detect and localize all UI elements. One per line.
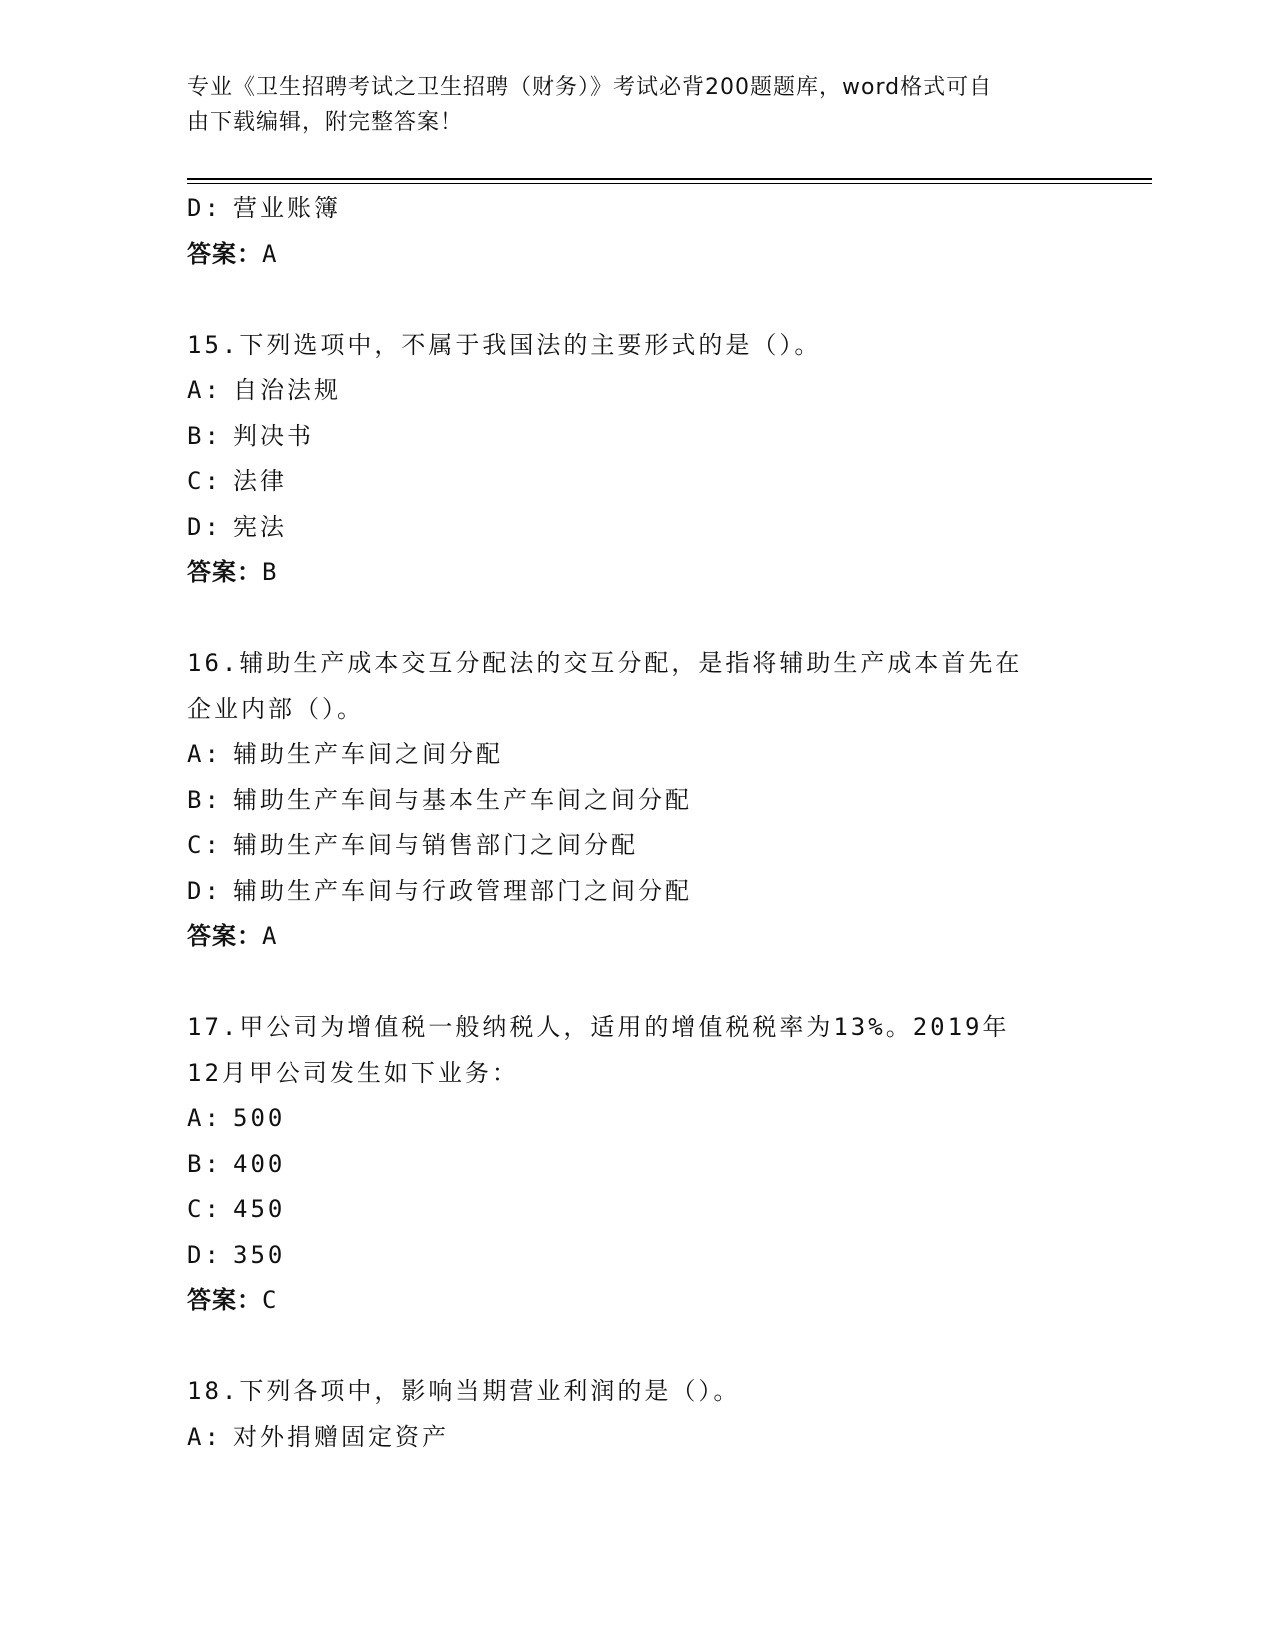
option-text: 400 xyxy=(233,1149,286,1178)
question-stem: 16.辅助生产成本交互分配法的交互分配，是指将辅助生产成本首先在 xyxy=(187,649,1023,677)
option-text: 辅助生产车间与基本生产车间之间分配 xyxy=(233,785,692,814)
option-label: B: xyxy=(187,421,222,450)
answer-line xyxy=(187,914,1152,960)
spacer xyxy=(187,277,1152,323)
option-line xyxy=(187,1142,1152,1188)
header-rule-thin xyxy=(187,183,1152,184)
option-text: 营业账簿 xyxy=(233,194,341,222)
answer-value: A xyxy=(262,239,278,268)
option-label: C: xyxy=(187,467,222,495)
option-label: B: xyxy=(187,1149,222,1178)
option-text: 自治法规 xyxy=(233,376,341,404)
option-label: C: xyxy=(187,831,222,859)
option-line xyxy=(187,778,1152,824)
question-stem: 15.下列选项中，不属于我国法的主要形式的是（）。 xyxy=(187,330,822,359)
option-text: 辅助生产车间与行政管理部门之间分配 xyxy=(233,876,692,905)
option-label: D: xyxy=(187,1240,222,1269)
answer-value: C xyxy=(262,1286,278,1314)
answer-line xyxy=(187,550,1152,596)
answer-label: 答案： xyxy=(187,239,262,268)
option-label: B: xyxy=(187,785,222,814)
question-stem-continued: 12月甲公司发生如下业务： xyxy=(187,1058,519,1087)
question-stem: 17.甲公司为增值税一般纳税人，适用的增值税税率为13%。2019年 xyxy=(187,1013,1010,1041)
option-label: A: xyxy=(187,740,222,768)
option-text: 350 xyxy=(233,1240,286,1269)
option-line xyxy=(187,1415,1152,1461)
question-stem-continued: 企业内部（）。 xyxy=(187,694,364,723)
option-line xyxy=(187,505,1152,551)
spacer xyxy=(187,960,1152,1006)
option-line xyxy=(187,186,1152,232)
question-stem: 18.下列各项中，影响当期营业利润的是（）。 xyxy=(187,1377,741,1405)
option-text: 500 xyxy=(233,1104,286,1132)
option-line xyxy=(187,368,1152,414)
option-text: 辅助生产车间之间分配 xyxy=(233,740,503,768)
option-line xyxy=(187,459,1152,505)
option-label: C: xyxy=(187,1195,222,1223)
header-rule-thick xyxy=(187,178,1152,180)
option-label: A: xyxy=(187,376,222,404)
option-line xyxy=(187,1233,1152,1279)
option-text: 宪法 xyxy=(233,512,287,541)
answer-line xyxy=(187,232,1152,278)
option-line xyxy=(187,823,1152,869)
option-text: 法律 xyxy=(233,467,287,495)
option-label: A: xyxy=(187,1422,222,1451)
header-line-1: 专业《卫生招聘考试之卫生招聘（财务）》考试必背200题题库，word格式可自 xyxy=(187,75,993,100)
document-body xyxy=(187,186,1152,1460)
option-label: D: xyxy=(187,512,222,541)
answer-line xyxy=(187,1278,1152,1324)
option-label: D: xyxy=(187,194,222,222)
answer-value: B xyxy=(262,558,278,586)
option-label: D: xyxy=(187,876,222,905)
option-text: 判决书 xyxy=(233,421,314,450)
option-text: 辅助生产车间与销售部门之间分配 xyxy=(233,831,638,859)
answer-label: 答案： xyxy=(187,558,262,586)
spacer xyxy=(187,1324,1152,1370)
option-text: 450 xyxy=(233,1195,286,1223)
option-label: A: xyxy=(187,1104,222,1132)
header-line-2: 由下载编辑，附完整答案！ xyxy=(187,110,464,135)
option-text: 对外捐赠固定资产 xyxy=(233,1422,449,1451)
answer-label: 答案： xyxy=(187,1286,262,1314)
document-header xyxy=(187,70,1087,140)
option-line xyxy=(187,414,1152,460)
answer-value: A xyxy=(262,922,278,950)
answer-label: 答案： xyxy=(187,922,262,950)
option-line xyxy=(187,1187,1152,1233)
spacer xyxy=(187,596,1152,642)
option-line xyxy=(187,732,1152,778)
option-line xyxy=(187,869,1152,915)
option-line xyxy=(187,1096,1152,1142)
